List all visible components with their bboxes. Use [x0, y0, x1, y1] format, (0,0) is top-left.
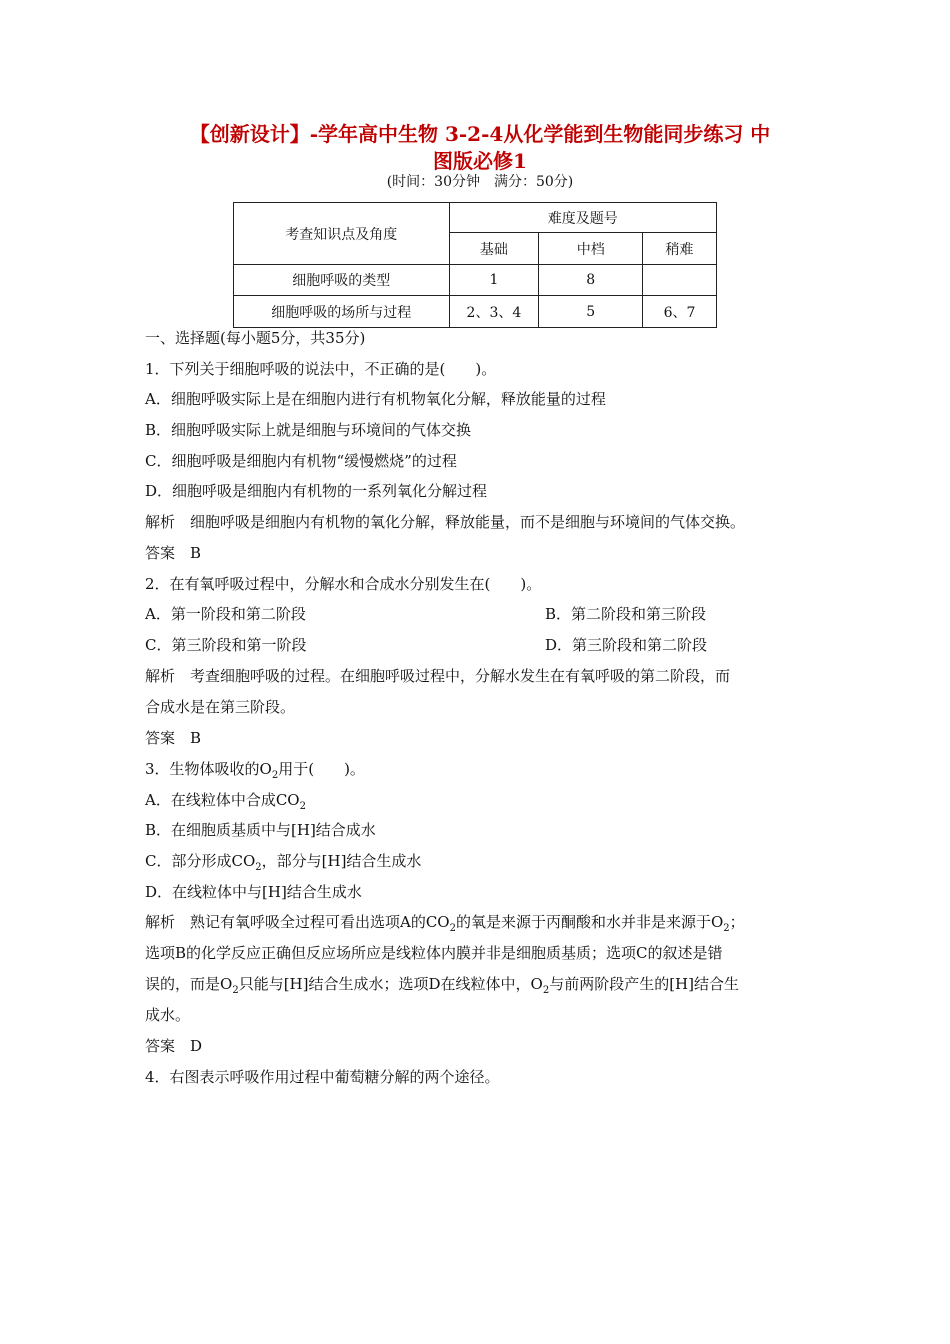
q3-stem: 3．生物体吸收的$O_2$用于( )。	[145, 760, 365, 781]
q1-option-d: D．细胞呼吸是细胞内有机物的一系列氧化分解过程	[145, 482, 488, 500]
q2-analysis-line-2: 合成水是在第三阶段。	[145, 698, 296, 716]
q2-option-c: C．第三阶段和第一阶段	[145, 636, 307, 654]
q2-answer: 答案 B	[145, 729, 202, 747]
q2-analysis-line-1: 解析 考查细胞呼吸的过程。在细胞呼吸过程中，分解水发生在有氧呼吸的第二阶段，而	[145, 667, 731, 685]
row-basic: 2、3、4	[449, 296, 539, 328]
row-topic: 细胞呼吸的类型	[234, 265, 450, 296]
q3-option-d: D．在线粒体中与[H]结合生成水	[145, 883, 362, 901]
q1-answer: 答案 B	[145, 544, 202, 562]
q3-analysis-line-3: 误的，而是$O_2$只能与[H]结合生成水；选项D在线粒体中，$O_2$与前两阶段产生的[H]结合生	[145, 975, 739, 996]
q2-options-row-1	[145, 604, 815, 624]
document-title	[140, 121, 820, 175]
q3-option-c: C．部分形成$CO_2$，部分与[H]结合生成水	[145, 852, 422, 873]
q3-analysis-line-4: 成水。	[145, 1006, 191, 1024]
q2-option-b: B．第二阶段和第三阶段	[545, 605, 707, 623]
q2-stem: 2．在有氧呼吸过程中，分解水和合成水分别发生在( )。	[145, 575, 542, 593]
q1-option-c: C．细胞呼吸是细胞内有机物“缓慢燃烧”的过程	[145, 452, 457, 470]
section-heading: 一、选择题(每小题5分，共35分)	[145, 329, 366, 347]
q1-option-a: A．细胞呼吸实际上是在细胞内进行有机物氧化分解，释放能量的过程	[145, 390, 606, 408]
q2-option-d: D．第三阶段和第二阶段	[545, 636, 708, 654]
q2-option-a: A．第一阶段和第二阶段	[145, 605, 306, 623]
table-row	[234, 265, 717, 296]
q1-stem: 1．下列关于细胞呼吸的说法中，不正确的是( )。	[145, 360, 497, 378]
row-medium: 8	[539, 265, 643, 296]
q4-stem: 4．右图表示呼吸作用过程中葡萄糖分解的两个途径。	[145, 1068, 500, 1086]
table-header-difficulty: 难度及题号	[449, 203, 717, 233]
q1-option-b: B．细胞呼吸实际上就是细胞与环境间的气体交换	[145, 421, 472, 439]
q2-options-row-2	[145, 635, 815, 655]
level-medium: 中档	[539, 233, 643, 265]
title-line-1: 【创新设计】-学年高中生物 3-2-4从化学能到生物能同步练习 中	[189, 122, 771, 146]
time-score-info: (时间：30分钟 满分：50分)	[386, 174, 574, 190]
knowledge-table	[233, 202, 717, 328]
q3-answer: 答案 D	[145, 1037, 203, 1055]
table-header-topic: 考查知识点及角度	[234, 203, 450, 265]
q1-analysis: 解析 细胞呼吸是细胞内有机物的氧化分解，释放能量，而不是细胞与环境间的气体交换。	[145, 513, 746, 531]
q3-option-a: A．在线粒体中合成$CO_2$	[145, 791, 306, 812]
row-topic: 细胞呼吸的场所与过程	[234, 296, 450, 328]
q3-option-b: B．在细胞质基质中与[H]结合成水	[145, 821, 376, 839]
table-row	[234, 296, 717, 328]
q3-analysis-line-2: 选项B的化学反应正确但反应场所应是线粒体内膜并非是细胞质基质；选项C的叙述是错	[145, 944, 723, 962]
row-medium: 5	[539, 296, 643, 328]
q3-analysis-line-1: 解析 熟记有氧呼吸全过程可看出选项A的$CO_2$的氧是来源于丙酮酸和水并非是来源于$O_2$；	[145, 913, 745, 934]
level-basic: 基础	[449, 233, 539, 265]
row-basic: 1	[449, 265, 539, 296]
level-hard: 稍难	[643, 233, 717, 265]
title-line-2: 图版必修1	[433, 149, 527, 173]
row-hard: 6、7	[643, 296, 717, 328]
row-hard	[643, 265, 717, 296]
